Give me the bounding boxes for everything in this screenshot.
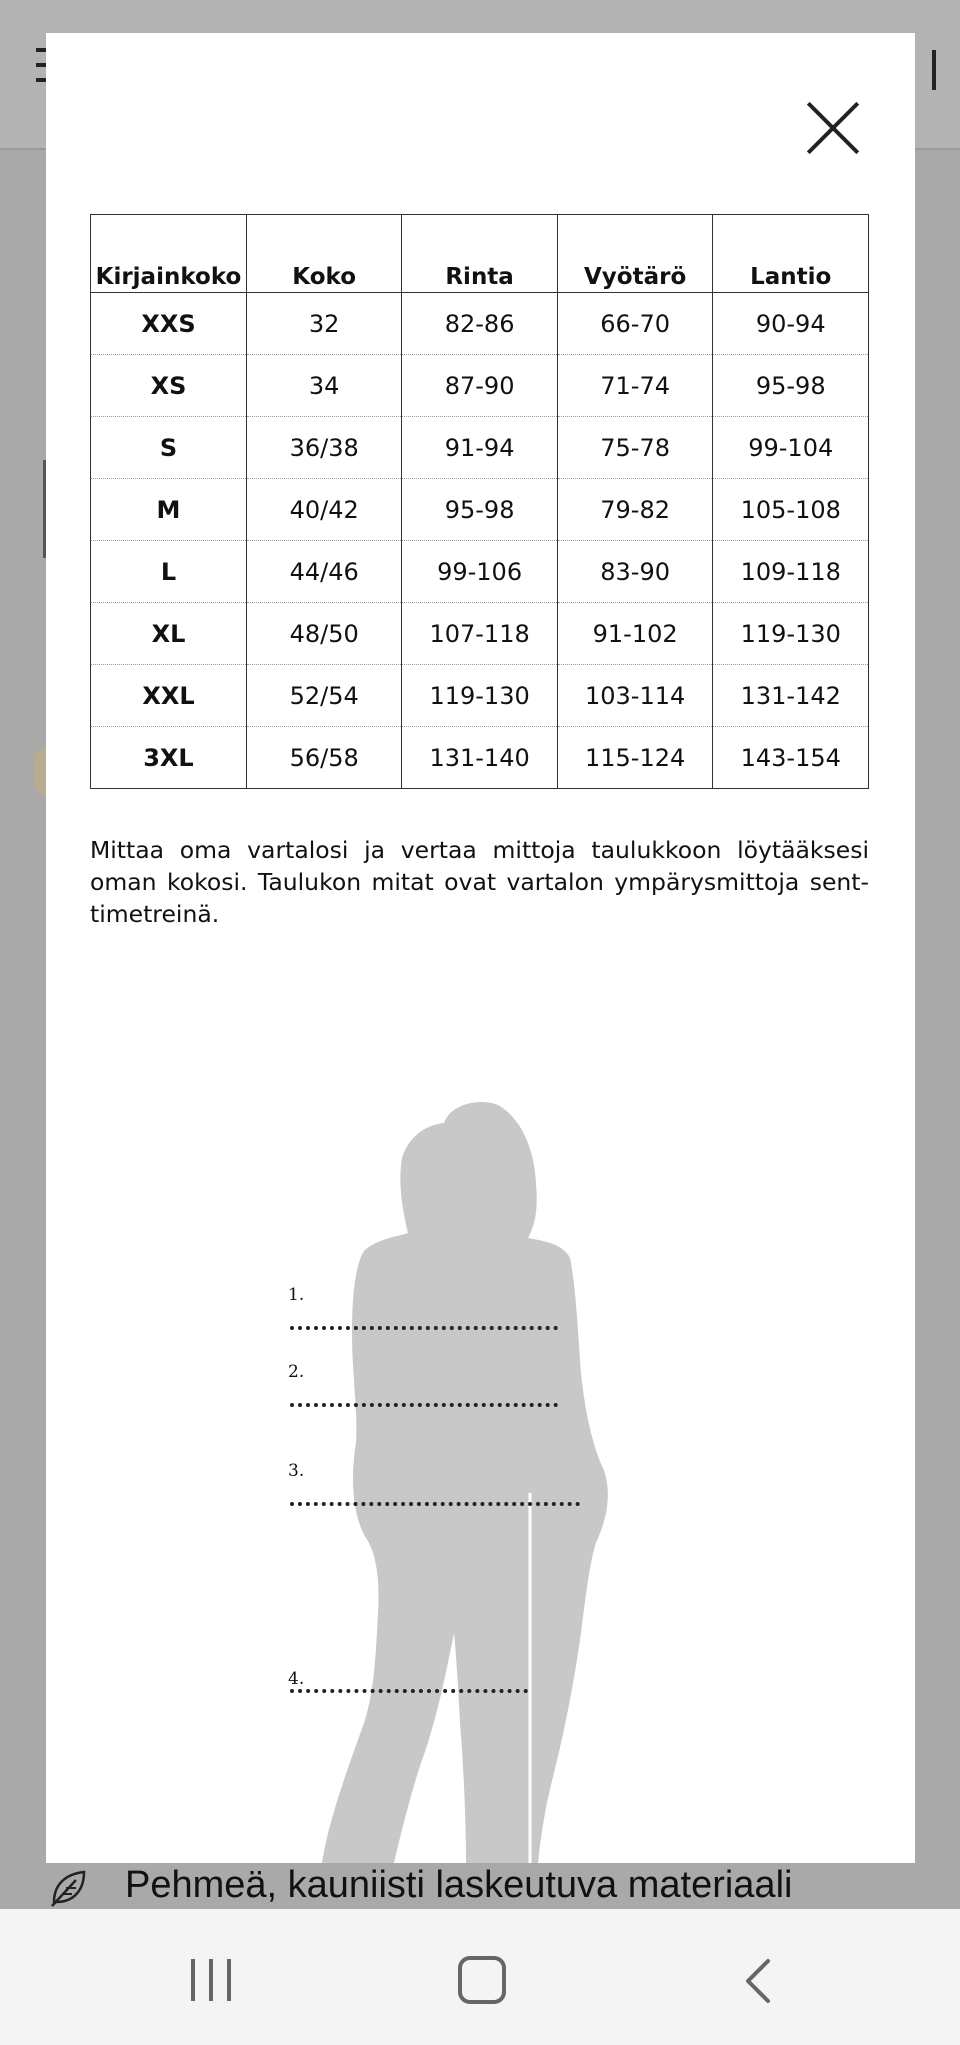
- size-cell: 36/38: [246, 417, 401, 479]
- hip-cell: 143-154: [713, 727, 869, 789]
- waist-cell: 83-90: [557, 541, 713, 603]
- hip-cell: 99-104: [713, 417, 869, 479]
- waist-cell: 103-114: [557, 665, 713, 727]
- table-row: [91, 479, 869, 541]
- bag-icon: [922, 50, 936, 90]
- letter-size-cell: XS: [91, 355, 247, 417]
- table-row: [91, 665, 869, 727]
- feature-row: [0, 1864, 960, 1906]
- hip-cell: 105-108: [713, 479, 869, 541]
- measurement-marker-inseam: 4.: [288, 1669, 305, 1689]
- size-cell: 56/58: [246, 727, 401, 789]
- leaf-icon: [48, 1868, 88, 1908]
- column-header-letter-size: Kirjainkoko: [91, 215, 247, 293]
- chest-cell: 95-98: [402, 479, 557, 541]
- size-cell: 48/50: [246, 603, 401, 665]
- recent-apps-icon[interactable]: [189, 1959, 235, 2001]
- chest-cell: 107-118: [402, 603, 557, 665]
- letter-size-cell: L: [91, 541, 247, 603]
- letter-size-cell: XXS: [91, 293, 247, 355]
- body-measurement-figure: [46, 1033, 915, 1863]
- table-row: [91, 603, 869, 665]
- back-icon[interactable]: [740, 1957, 780, 2005]
- close-icon[interactable]: [804, 99, 862, 157]
- column-header-chest: Rinta: [402, 215, 557, 293]
- column-header-size: Koko: [246, 215, 401, 293]
- hip-cell: 119-130: [713, 603, 869, 665]
- system-navigation-bar: [0, 1909, 960, 2045]
- measurement-line-inseam: [290, 1689, 528, 1693]
- measurement-line-chest: [290, 1326, 558, 1330]
- size-guide-modal: [46, 33, 915, 1863]
- body-silhouette-icon: [46, 1033, 915, 1863]
- table-row: [91, 727, 869, 789]
- measurement-marker-waist: 2.: [288, 1362, 305, 1382]
- measurement-line-waist: [290, 1403, 558, 1407]
- table-row: [91, 293, 869, 355]
- measurement-marker-hip: 3.: [288, 1461, 305, 1481]
- measurement-marker-chest: 1.: [288, 1285, 305, 1305]
- waist-cell: 75-78: [557, 417, 713, 479]
- hip-cell: 131-142: [713, 665, 869, 727]
- chest-cell: 87-90: [402, 355, 557, 417]
- hip-cell: 90-94: [713, 293, 869, 355]
- chest-cell: 91-94: [402, 417, 557, 479]
- column-header-waist: Vyötärö: [557, 215, 713, 293]
- letter-size-cell: S: [91, 417, 247, 479]
- hip-cell: 95-98: [713, 355, 869, 417]
- waist-cell: 115-124: [557, 727, 713, 789]
- chest-cell: 131-140: [402, 727, 557, 789]
- letter-size-cell: XXL: [91, 665, 247, 727]
- hip-cell: 109-118: [713, 541, 869, 603]
- size-guide-description: Mittaa oma vartalosi ja vertaa mittoja taulukkoon löytääksesi oman kokosi. Taulukon mitat ovat vartalon ympärysmittoja sent-timetreinä.: [90, 835, 869, 928]
- chest-cell: 119-130: [402, 665, 557, 727]
- size-cell: 34: [246, 355, 401, 417]
- column-header-hip: Lantio: [713, 215, 869, 293]
- table-row: [91, 417, 869, 479]
- measurement-line-hip: [290, 1502, 580, 1506]
- letter-size-cell: XL: [91, 603, 247, 665]
- size-cell: 32: [246, 293, 401, 355]
- home-icon[interactable]: [458, 1956, 506, 2004]
- chest-cell: 99-106: [402, 541, 557, 603]
- chest-cell: 82-86: [402, 293, 557, 355]
- table-row: [91, 355, 869, 417]
- size-cell: 44/46: [246, 541, 401, 603]
- letter-size-cell: 3XL: [91, 727, 247, 789]
- table-row: [91, 541, 869, 603]
- feature-text: Pehmeä, kauniisti laskeutuva materiaali: [125, 1864, 793, 1906]
- waist-cell: 91-102: [557, 603, 713, 665]
- size-cell: 52/54: [246, 665, 401, 727]
- size-table-header-row: [91, 215, 869, 293]
- size-cell: 40/42: [246, 479, 401, 541]
- waist-cell: 66-70: [557, 293, 713, 355]
- letter-size-cell: M: [91, 479, 247, 541]
- size-table: [90, 214, 869, 789]
- waist-cell: 79-82: [557, 479, 713, 541]
- waist-cell: 71-74: [557, 355, 713, 417]
